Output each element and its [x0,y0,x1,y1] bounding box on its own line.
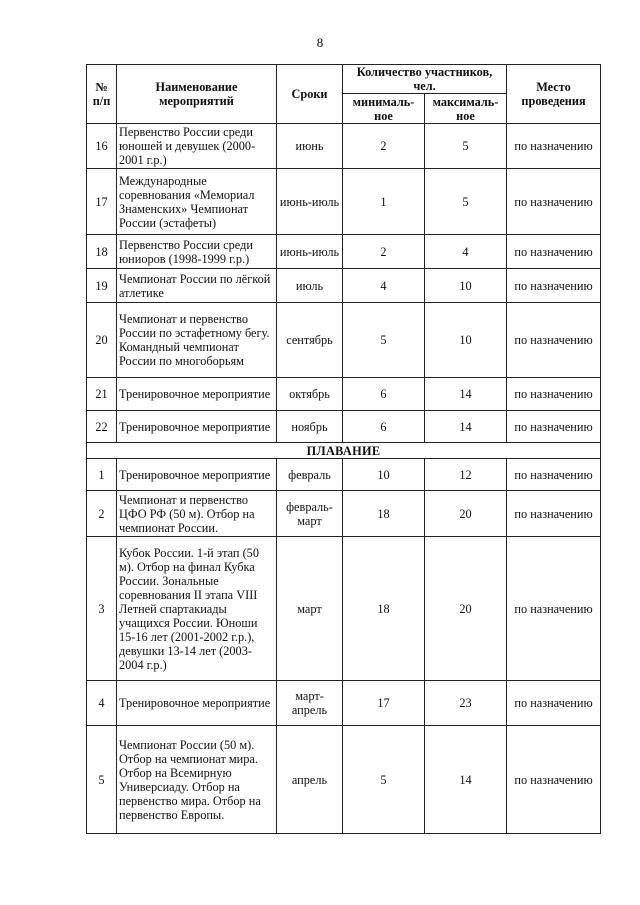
cell-place: по назначению [507,303,601,378]
events-table [86,64,601,834]
cell-min: 2 [343,235,425,269]
cell-min: 1 [343,169,425,235]
table-row [87,459,601,491]
cell-num: 2 [87,491,117,537]
table-row [87,411,601,443]
cell-name: Международные соревнования «Мемориал Знаменских» Чемпионат России (эстафеты) [117,169,277,235]
header-participants: Количество участников, чел. [343,65,507,94]
cell-min: 6 [343,411,425,443]
cell-num: 18 [87,235,117,269]
cell-name: Тренировочное мероприятие [117,378,277,411]
cell-max: 10 [425,269,507,303]
cell-max: 10 [425,303,507,378]
cell-dates: февраль [277,459,343,491]
cell-min: 18 [343,537,425,681]
cell-place: по назначению [507,169,601,235]
cell-num: 16 [87,124,117,169]
cell-place: по назначению [507,459,601,491]
cell-place: по назначению [507,378,601,411]
table-row [87,378,601,411]
cell-min: 4 [343,269,425,303]
cell-dates: июль [277,269,343,303]
cell-min: 6 [343,378,425,411]
section-row [87,443,601,459]
athletics-rows [87,124,601,443]
cell-name: Чемпионат и первенство России по эстафетному бегу. Командный чемпионат России по многоборьям [117,303,277,378]
cell-dates: сентябрь [277,303,343,378]
cell-name: Первенство России среди юношей и девушек (2000-2001 г.р.) [117,124,277,169]
cell-place: по назначению [507,411,601,443]
cell-min: 2 [343,124,425,169]
cell-place: по назначению [507,269,601,303]
cell-place: по назначению [507,537,601,681]
cell-num: 1 [87,459,117,491]
cell-num: 5 [87,726,117,834]
cell-name: Чемпионат России (50 м). Отбор на чемпионат мира. Отбор на Всемирную Универсиаду. Отбор на первенство мира. Отбор на первенство Европы. [117,726,277,834]
cell-name: Кубок России. 1-й этап (50 м). Отбор на финал Кубка России. Зональные соревнования II этапа VIII Летней спартакиады учащихся России. Юноши 15-16 лет (2001-2002 г.р.), девушки 13-14 лет (2003-2004 г.р.) [117,537,277,681]
header-max: максималь-ное [425,94,507,124]
cell-dates: июнь [277,124,343,169]
cell-max: 14 [425,378,507,411]
cell-num: 21 [87,378,117,411]
cell-name: Тренировочное мероприятие [117,681,277,726]
section-title: ПЛАВАНИЕ [87,443,601,459]
cell-num: 3 [87,537,117,681]
cell-min: 5 [343,303,425,378]
table-row [87,235,601,269]
cell-max: 14 [425,726,507,834]
header-min: минималь-ное [343,94,425,124]
cell-dates: февраль-март [277,491,343,537]
cell-place: по назначению [507,491,601,537]
header-name: Наименование мероприятий [117,65,277,124]
header-num: № п/п [87,65,117,124]
table-row [87,681,601,726]
cell-dates: октябрь [277,378,343,411]
table-row [87,726,601,834]
table-row [87,124,601,169]
cell-num: 4 [87,681,117,726]
table-row [87,169,601,235]
cell-dates: апрель [277,726,343,834]
cell-place: по назначению [507,235,601,269]
cell-dates: ноябрь [277,411,343,443]
cell-max: 20 [425,537,507,681]
cell-num: 17 [87,169,117,235]
page-number: 8 [316,35,324,50]
cell-place: по назначению [507,726,601,834]
cell-num: 19 [87,269,117,303]
cell-name: Чемпионат России по лёгкой атлетике [117,269,277,303]
cell-max: 14 [425,411,507,443]
cell-dates: март [277,537,343,681]
cell-place: по назначению [507,124,601,169]
cell-max: 20 [425,491,507,537]
table-row [87,303,601,378]
cell-name: Тренировочное мероприятие [117,459,277,491]
cell-min: 10 [343,459,425,491]
cell-min: 18 [343,491,425,537]
table-row [87,537,601,681]
cell-name: Тренировочное мероприятие [117,411,277,443]
cell-name: Первенство России среди юниоров (1998-1999 г.р.) [117,235,277,269]
cell-max: 12 [425,459,507,491]
cell-max: 5 [425,169,507,235]
cell-max: 4 [425,235,507,269]
cell-place: по назначению [507,681,601,726]
cell-dates: март-апрель [277,681,343,726]
cell-max: 23 [425,681,507,726]
cell-name: Чемпионат и первенство ЦФО РФ (50 м). Отбор на чемпионат России. [117,491,277,537]
cell-max: 5 [425,124,507,169]
cell-dates: июнь-июль [277,169,343,235]
table-row [87,491,601,537]
cell-num: 22 [87,411,117,443]
header-dates: Сроки [277,65,343,124]
cell-min: 17 [343,681,425,726]
cell-min: 5 [343,726,425,834]
cell-dates: июнь-июль [277,235,343,269]
cell-num: 20 [87,303,117,378]
header-place: Место проведения [507,65,601,124]
table-row [87,269,601,303]
swimming-rows [87,459,601,834]
